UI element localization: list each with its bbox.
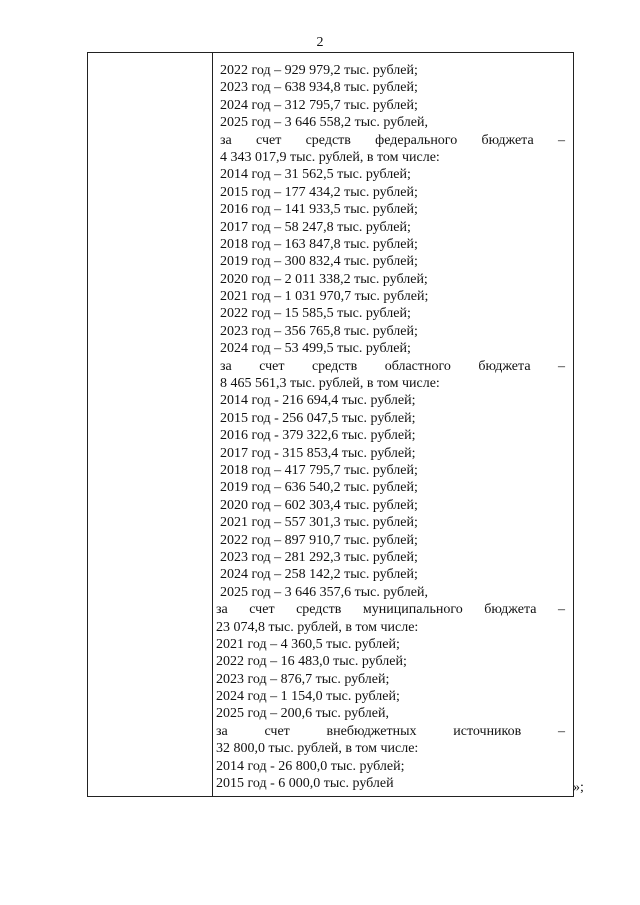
funding-line: 2023 год – 638 934,8 тыс. рублей; bbox=[220, 80, 418, 96]
funding-source-word: за bbox=[220, 132, 232, 148]
funding-line: 2015 год – 177 434,2 тыс. рублей; bbox=[220, 184, 418, 200]
funding-line: 2022 год – 15 585,5 тыс. рублей; bbox=[220, 306, 411, 322]
funding-line: 2021 год – 1 031 970,7 тыс. рублей; bbox=[220, 289, 429, 305]
funding-line: 2022 год – 897 910,7 тыс. рублей; bbox=[220, 532, 418, 548]
closing-quote-mark: »; bbox=[573, 780, 584, 795]
funding-line: 2022 год – 16 483,0 тыс. рублей; bbox=[216, 654, 407, 670]
funding-line: 8 465 561,3 тыс. рублей, в том числе: bbox=[220, 376, 440, 392]
funding-source-word: источников bbox=[453, 723, 522, 739]
funding-source-word: бюджета bbox=[484, 602, 537, 618]
funding-source-word: – bbox=[557, 723, 565, 739]
funding-line: 2023 год – 876,7 тыс. рублей; bbox=[216, 671, 390, 687]
funding-source-word: счет bbox=[259, 358, 285, 374]
funding-source-line bbox=[216, 601, 565, 618]
funding-line: 2021 год – 557 301,3 тыс. рублей; bbox=[220, 515, 418, 531]
funding-line: 2022 год – 929 979,2 тыс. рублей; bbox=[220, 63, 418, 78]
funding-source-word: счет bbox=[264, 723, 290, 739]
funding-line: 2019 год – 636 540,2 тыс. рублей; bbox=[220, 480, 418, 496]
funding-line: 2023 год – 356 765,8 тыс. рублей; bbox=[220, 323, 418, 339]
funding-line: 2014 год – 31 562,5 тыс. рублей; bbox=[220, 167, 411, 183]
funding-source-word: бюджета bbox=[481, 132, 534, 148]
funding-source-word: средств bbox=[305, 132, 351, 148]
funding-source-word: – bbox=[557, 358, 565, 374]
funding-line: 2017 год - 315 853,4 тыс. рублей; bbox=[220, 445, 416, 461]
funding-line: 32 800,0 тыс. рублей, в том числе: bbox=[216, 741, 419, 757]
funding-line: 2025 год – 3 646 357,6 тыс. рублей, bbox=[220, 584, 428, 600]
funding-line: 2021 год – 4 360,5 тыс. рублей; bbox=[216, 636, 400, 652]
funding-source-word: бюджета bbox=[478, 358, 531, 374]
funding-table bbox=[87, 52, 574, 797]
funding-line: 2025 год – 3 646 558,2 тыс. рублей, bbox=[220, 115, 428, 131]
funding-line: 2024 год – 312 795,7 тыс. рублей; bbox=[220, 97, 418, 113]
funding-line: 2024 год – 1 154,0 тыс. рублей; bbox=[216, 689, 400, 705]
funding-source-word: – bbox=[558, 602, 565, 618]
funding-source-word: счет bbox=[249, 602, 275, 618]
funding-source-word: средств bbox=[296, 602, 342, 618]
funding-line: 2023 год – 281 292,3 тыс. рублей; bbox=[220, 549, 418, 565]
funding-source-word: за bbox=[220, 358, 232, 374]
funding-line: 2014 год - 26 800,0 тыс. рублей; bbox=[216, 758, 405, 774]
column-divider bbox=[212, 53, 213, 796]
page-number: 2 bbox=[316, 35, 324, 50]
funding-source-word: внебюджетных bbox=[326, 723, 417, 739]
funding-source-word: муниципального bbox=[362, 602, 463, 618]
funding-line: 2025 год – 200,6 тыс. рублей, bbox=[216, 706, 389, 722]
funding-line: 2016 год – 141 933,5 тыс. рублей; bbox=[220, 202, 418, 218]
funding-source-word: за bbox=[216, 723, 228, 739]
funding-source-line bbox=[220, 132, 565, 149]
funding-line: 2017 год – 58 247,8 тыс. рублей; bbox=[220, 219, 411, 235]
funding-line: 2024 год – 53 499,5 тыс. рублей; bbox=[220, 341, 411, 357]
funding-source-word: – bbox=[557, 132, 565, 148]
funding-line: 2016 год - 379 322,6 тыс. рублей; bbox=[220, 428, 416, 444]
funding-line: 2019 год – 300 832,4 тыс. рублей; bbox=[220, 254, 418, 270]
funding-source-word: федерального bbox=[375, 132, 458, 148]
funding-line: 2020 год – 2 011 338,2 тыс. рублей; bbox=[220, 271, 428, 287]
funding-line: 2018 год – 163 847,8 тыс. рублей; bbox=[220, 236, 418, 252]
funding-line: 2018 год – 417 795,7 тыс. рублей; bbox=[220, 462, 418, 478]
funding-source-word: за bbox=[216, 602, 228, 618]
funding-line: 4 343 017,9 тыс. рублей, в том числе: bbox=[220, 149, 440, 165]
funding-source-line bbox=[220, 358, 565, 375]
funding-source-word: областного bbox=[384, 358, 451, 374]
funding-source-line bbox=[216, 723, 565, 740]
funding-line: 2015 год - 6 000,0 тыс. рублей bbox=[216, 776, 394, 792]
funding-line: 2015 год - 256 047,5 тыс. рублей; bbox=[220, 410, 416, 426]
funding-line: 2024 год – 258 142,2 тыс. рублей; bbox=[220, 567, 418, 583]
funding-line: 2014 год - 216 694,4 тыс. рублей; bbox=[220, 393, 416, 409]
funding-line: 2020 год – 602 303,4 тыс. рублей; bbox=[220, 497, 418, 513]
funding-text-cell bbox=[216, 62, 565, 792]
funding-source-word: средств bbox=[311, 358, 358, 374]
funding-source-word: счет bbox=[256, 132, 282, 148]
funding-line: 23 074,8 тыс. рублей, в том числе: bbox=[216, 619, 419, 635]
